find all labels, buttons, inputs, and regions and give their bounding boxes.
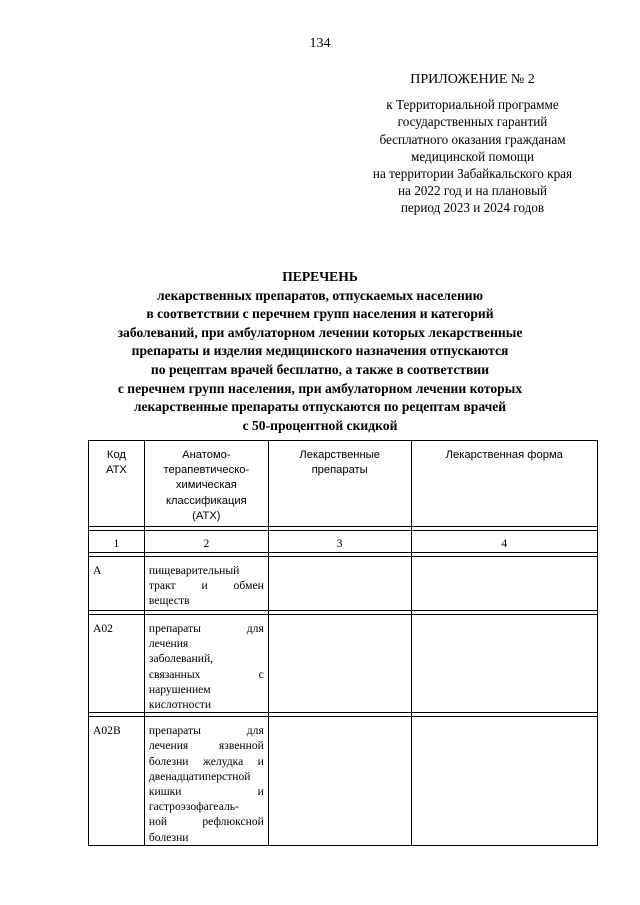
heading-line: заболеваний, при амбулаторном лечении которых лекарственные bbox=[117, 324, 523, 340]
appendix-line: медицинской помощи bbox=[410, 148, 535, 164]
heading-title: ПЕРЕЧЕНЬ bbox=[282, 269, 358, 284]
column-number: 2 bbox=[144, 531, 268, 553]
form-cell bbox=[411, 615, 597, 713]
page-number: 134 bbox=[309, 36, 331, 51]
atc-description: препараты для лечения заболеваний, связанных с нарушением кислотности bbox=[144, 615, 268, 713]
atc-description: препараты для лечения язвенной болезни желудка и двенадцатиперстной кишки и гастроэзофагеаль- ной рефлюксной болезни bbox=[144, 717, 268, 846]
table-row bbox=[89, 557, 598, 611]
heading-line: лекарственных препаратов, отпускаемых населению bbox=[157, 287, 483, 303]
form-cell bbox=[411, 557, 597, 611]
header-drugs: Лекарственные препараты bbox=[268, 441, 411, 527]
table-row bbox=[89, 717, 598, 846]
appendix-block bbox=[340, 71, 605, 217]
header-code: Код АТХ bbox=[89, 441, 145, 527]
appendix-title: ПРИЛОЖЕНИЕ № 2 bbox=[410, 72, 535, 87]
appendix-line: на территории Забайкальского края bbox=[372, 166, 573, 182]
appendix-line: на 2022 год и на плановый bbox=[397, 183, 548, 199]
drugs-cell bbox=[268, 717, 411, 846]
appendix-line: период 2023 и 2024 годов bbox=[400, 200, 545, 216]
table-header-row bbox=[89, 441, 598, 527]
header-atc-classification: Анатомо- терапевтическо- химическая классификация (АТХ) bbox=[144, 441, 268, 527]
heading-line: в соответствии с перечнем групп населения и категорий bbox=[146, 306, 494, 322]
atc-code: А02В bbox=[89, 717, 145, 846]
column-number: 4 bbox=[411, 531, 597, 553]
appendix-line: к Территориальной программе bbox=[386, 97, 559, 113]
drug-list-table bbox=[88, 440, 598, 846]
atc-code: А bbox=[89, 557, 145, 611]
heading-line: с 50-процентной скидкой bbox=[242, 417, 398, 433]
column-number-row bbox=[89, 531, 598, 553]
drugs-cell bbox=[268, 615, 411, 713]
document-heading bbox=[18, 268, 622, 435]
heading-line: с перечнем групп населения, при амбулаторном лечении которых bbox=[117, 380, 523, 396]
drugs-cell bbox=[268, 557, 411, 611]
column-number: 3 bbox=[268, 531, 411, 553]
appendix-line: бесплатного оказания гражданам bbox=[379, 131, 566, 147]
heading-line: лекарственные препараты отпускаются по рецептам врачей bbox=[133, 399, 507, 415]
appendix-line: государственных гарантий bbox=[397, 114, 548, 130]
atc-code: А02 bbox=[89, 615, 145, 713]
header-dosage-form: Лекарственная форма bbox=[411, 441, 597, 527]
heading-line: препараты и изделия медицинского назначения отпускаются bbox=[131, 343, 509, 359]
form-cell bbox=[411, 717, 597, 846]
heading-line: по рецептам врачей бесплатно, а также в соответствии bbox=[150, 361, 490, 377]
table-row bbox=[89, 615, 598, 713]
column-number: 1 bbox=[89, 531, 145, 553]
atc-description: пищеварительный тракт и обмен веществ bbox=[144, 557, 268, 611]
